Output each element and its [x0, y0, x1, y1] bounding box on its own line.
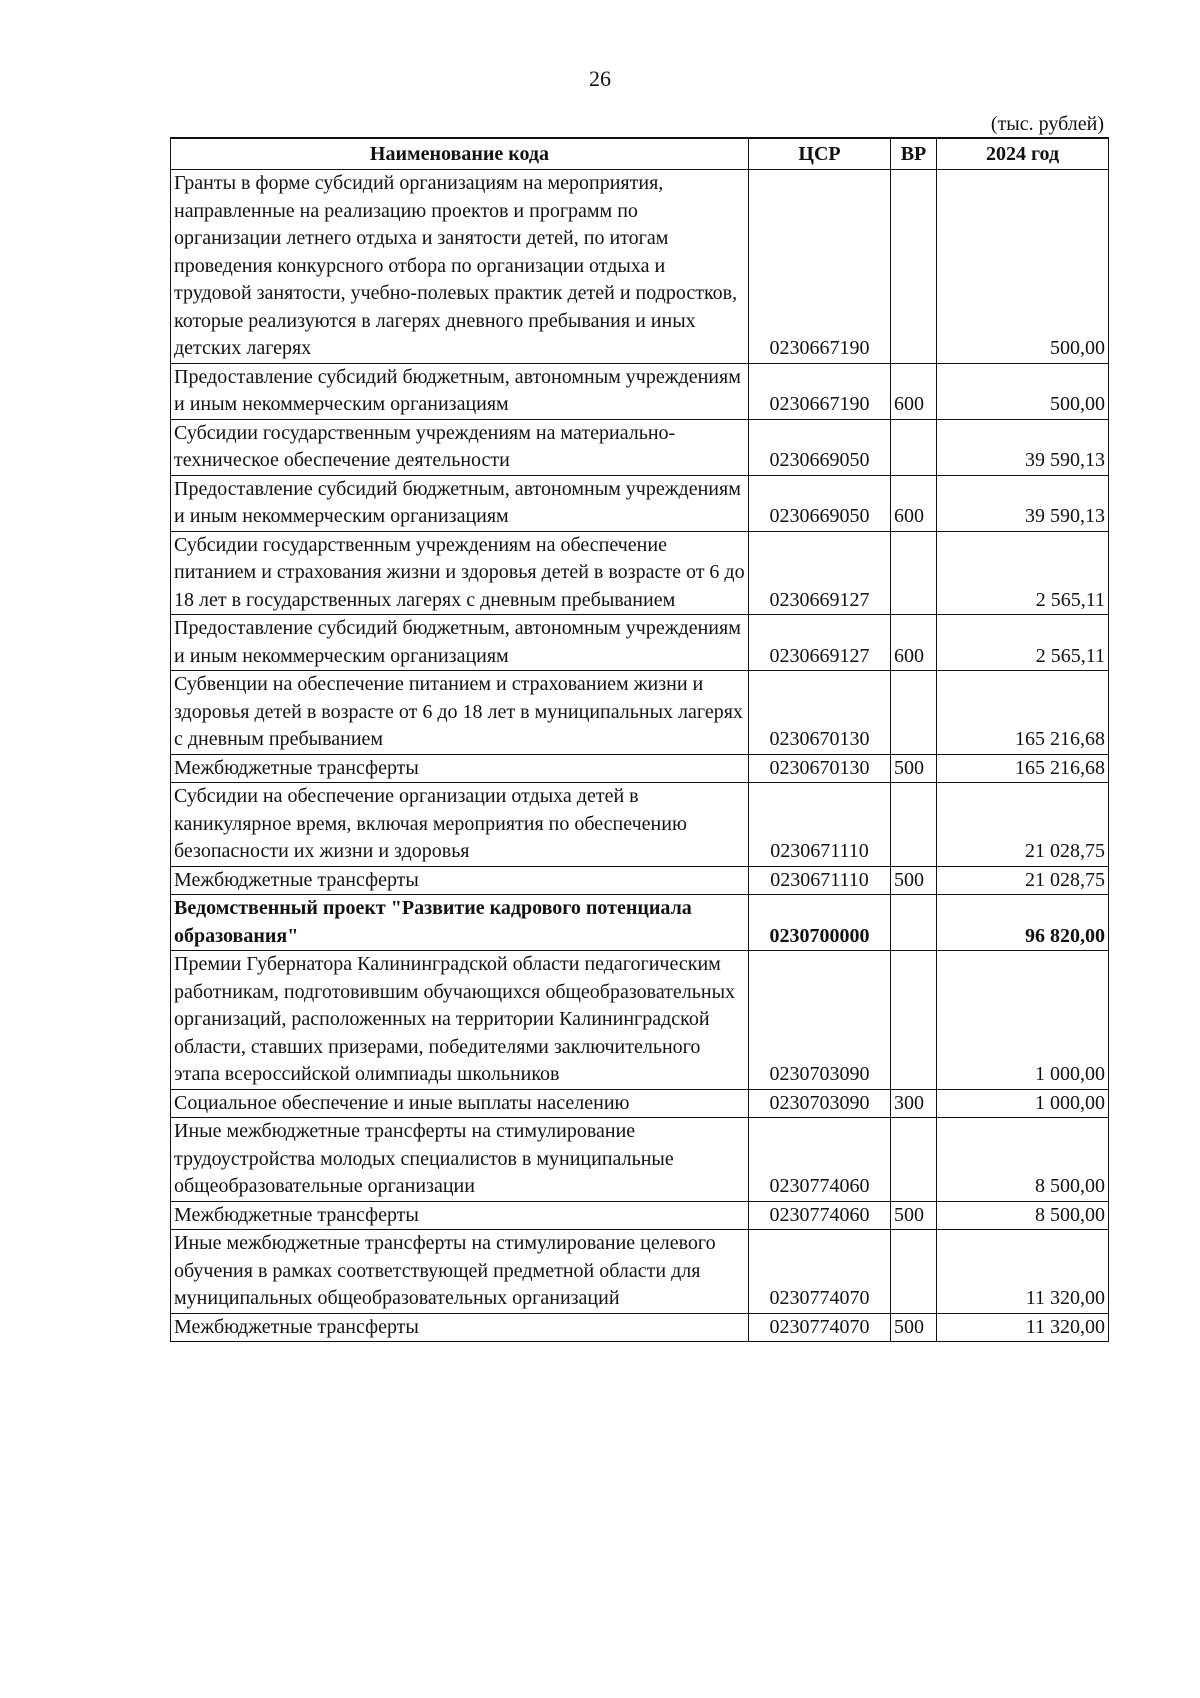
- table-header-row: [171, 138, 1109, 170]
- cell-name: Ведомственный проект "Развитие кадрового потенциала образования": [171, 895, 749, 951]
- cell-sum: 21 028,75: [937, 783, 1109, 867]
- cell-csr: 0230669050: [749, 419, 891, 475]
- cell-name: Межбюджетные трансферты: [171, 1313, 749, 1342]
- cell-vr: 600: [891, 475, 937, 531]
- cell-name: Премии Губернатора Калининградской области педагогическим работникам, подготовившим обучающихся общеобразовательных организаций, расположенных на территории Калининградской области, ставших призерами, победителями заключительного этапа всероссийской олимпиады школьников: [171, 951, 749, 1090]
- cell-csr: 0230774070: [749, 1230, 891, 1314]
- cell-name: Социальное обеспечение и иные выплаты населению: [171, 1089, 749, 1118]
- cell-csr: 0230669050: [749, 475, 891, 531]
- cell-vr: [891, 531, 937, 615]
- cell-name: Предоставление субсидий бюджетным, автономным учреждениям и иным некоммерческим организациям: [171, 475, 749, 531]
- table-row: [171, 1230, 1109, 1314]
- cell-csr: 0230669127: [749, 615, 891, 671]
- cell-name: Гранты в форме субсидий организациям на мероприятия, направленные на реализацию проектов и программ по организации летнего отдыха и занятости детей, по итогам проведения конкурсного отбора по организации отдыха и трудовой занятости, учебно-полевых практик детей и подростков, которые реализуются в лагерях дневного пребывания и иных детских лагерях: [171, 170, 749, 364]
- cell-csr: 0230703090: [749, 1089, 891, 1118]
- table-row: [171, 363, 1109, 419]
- cell-vr: 600: [891, 615, 937, 671]
- cell-csr: 0230670130: [749, 754, 891, 783]
- table-row: [171, 951, 1109, 1090]
- cell-csr: 0230703090: [749, 951, 891, 1090]
- header-vr: ВР: [891, 138, 937, 170]
- cell-csr: 0230774060: [749, 1201, 891, 1230]
- table-row: [171, 1089, 1109, 1118]
- cell-name: Иные межбюджетные трансферты на стимулирование целевого обучения в рамках соответствующей предметной области для муниципальных общеобразовательных организаций: [171, 1230, 749, 1314]
- cell-vr: 600: [891, 363, 937, 419]
- cell-vr: 500: [891, 866, 937, 895]
- cell-vr: 500: [891, 1313, 937, 1342]
- table-row: [171, 895, 1109, 951]
- cell-vr: [891, 783, 937, 867]
- table-row: [171, 475, 1109, 531]
- cell-name: Межбюджетные трансферты: [171, 866, 749, 895]
- cell-sum: 1 000,00: [937, 951, 1109, 1090]
- cell-sum: 39 590,13: [937, 475, 1109, 531]
- cell-name: Предоставление субсидий бюджетным, автономным учреждениям и иным некоммерческим организациям: [171, 363, 749, 419]
- cell-sum: 11 320,00: [937, 1230, 1109, 1314]
- cell-csr: 0230671110: [749, 783, 891, 867]
- cell-name: Иные межбюджетные трансферты на стимулирование трудоустройства молодых специалистов в муниципальные общеобразовательные организации: [171, 1118, 749, 1202]
- cell-vr: [891, 1118, 937, 1202]
- cell-csr: 0230774070: [749, 1313, 891, 1342]
- cell-sum: 165 216,68: [937, 754, 1109, 783]
- page-number: 26: [589, 66, 611, 91]
- cell-csr: 0230671110: [749, 866, 891, 895]
- cell-sum: 2 565,11: [937, 531, 1109, 615]
- table-row: [171, 1313, 1109, 1342]
- table-row: [171, 1118, 1109, 1202]
- table-row: [171, 615, 1109, 671]
- cell-vr: [891, 951, 937, 1090]
- table-row: [171, 671, 1109, 755]
- header-csr: ЦСР: [749, 138, 891, 170]
- header-name: Наименование кода: [171, 138, 749, 170]
- budget-table: [170, 137, 1109, 1342]
- table-row: [171, 866, 1109, 895]
- cell-sum: 8 500,00: [937, 1201, 1109, 1230]
- cell-sum: 96 820,00: [937, 895, 1109, 951]
- cell-csr: 0230667190: [749, 170, 891, 364]
- table-row: [171, 531, 1109, 615]
- cell-name: Субсидии на обеспечение организации отдыха детей в каникулярное время, включая мероприятия по обеспечению безопасности их жизни и здоровья: [171, 783, 749, 867]
- cell-sum: 11 320,00: [937, 1313, 1109, 1342]
- cell-csr: 0230669127: [749, 531, 891, 615]
- cell-csr: 0230774060: [749, 1118, 891, 1202]
- cell-vr: 500: [891, 754, 937, 783]
- cell-name: Межбюджетные трансферты: [171, 754, 749, 783]
- cell-name: Предоставление субсидий бюджетным, автономным учреждениям и иным некоммерческим организациям: [171, 615, 749, 671]
- cell-sum: 500,00: [937, 170, 1109, 364]
- cell-sum: 2 565,11: [937, 615, 1109, 671]
- cell-vr: 300: [891, 1089, 937, 1118]
- cell-csr: 0230670130: [749, 671, 891, 755]
- table-body: [171, 170, 1109, 1342]
- cell-sum: 1 000,00: [937, 1089, 1109, 1118]
- table-row: [171, 170, 1109, 364]
- cell-vr: [891, 671, 937, 755]
- cell-vr: [891, 895, 937, 951]
- cell-sum: 39 590,13: [937, 419, 1109, 475]
- cell-sum: 165 216,68: [937, 671, 1109, 755]
- cell-sum: 500,00: [937, 363, 1109, 419]
- cell-name: Субсидии государственным учреждениям на материально-техническое обеспечение деятельности: [171, 419, 749, 475]
- cell-vr: [891, 419, 937, 475]
- cell-vr: [891, 170, 937, 364]
- units-label: (тыс. рублей): [990, 113, 1104, 135]
- cell-name: Субсидии государственным учреждениям на обеспечение питанием и страхования жизни и здоровья детей в возрасте от 6 до 18 лет в государственных лагерях с дневным пребыванием: [171, 531, 749, 615]
- table-row: [171, 1201, 1109, 1230]
- table-row: [171, 783, 1109, 867]
- cell-csr: 0230700000: [749, 895, 891, 951]
- cell-vr: 500: [891, 1201, 937, 1230]
- cell-sum: 8 500,00: [937, 1118, 1109, 1202]
- header-sum: 2024 год: [937, 138, 1109, 170]
- cell-sum: 21 028,75: [937, 866, 1109, 895]
- table-row: [171, 419, 1109, 475]
- cell-csr: 0230667190: [749, 363, 891, 419]
- cell-name: Межбюджетные трансферты: [171, 1201, 749, 1230]
- cell-name: Субвенции на обеспечение питанием и страхованием жизни и здоровья детей в возрасте от 6 до 18 лет в муниципальных лагерях с дневным пребыванием: [171, 671, 749, 755]
- table-row: [171, 754, 1109, 783]
- cell-vr: [891, 1230, 937, 1314]
